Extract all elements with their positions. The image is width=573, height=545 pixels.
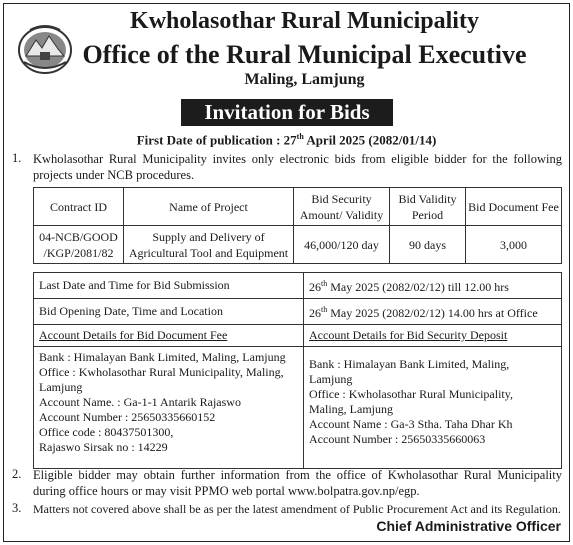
fee-account-line: Bank : Himalayan Bank Limited, Maling, Lamjung — [39, 350, 286, 364]
header-cell: Contract ID — [34, 188, 124, 226]
fee-account-line: Lamjung — [39, 380, 83, 394]
bids-table — [33, 187, 562, 264]
office-title: Office of the Rural Municipal Executive — [82, 40, 527, 69]
header-cell: Name of Project — [124, 188, 294, 226]
table-row — [34, 226, 562, 264]
header-cell: Bid Security Amount/ Validity — [294, 188, 390, 226]
project-name-cell: Supply and Delivery of Agricultural Tool and Equipment — [124, 226, 294, 264]
table-row — [34, 273, 562, 299]
contract-id-cell: 04-NCB/GOOD /KGP/2081/82 — [34, 226, 124, 264]
intro-number: 1. — [12, 151, 22, 165]
table-row — [34, 347, 562, 469]
opening-value: 26th May 2025 (2082/02/12) 14.00 hrs at Office — [304, 299, 562, 325]
opening-label: Bid Opening Date, Time and Location — [34, 299, 304, 325]
deposit-account-line: Account Name : Ga-3 Stha. Taha Dhar Kh — [309, 417, 513, 431]
validity-period-cell: 90 days — [390, 226, 466, 264]
signature-title: Chief Administrative Officer — [376, 518, 561, 534]
note-text: Eligible bidder may obtain further information from the office of Kwholasothar Rural Municipality during office hours or may visit PPMO web portal www.bolpatra.gov.np/egp. — [33, 468, 562, 498]
deposit-account-details — [304, 347, 562, 469]
notice-banner: Invitation for Bids — [181, 99, 393, 126]
fee-account-line: Account Name. : Ga-1-1 Antarik Rajaswo — [39, 395, 241, 409]
fee-account-details — [34, 347, 304, 469]
fee-account-line: Office : Kwholasothar Rural Municipality, Maling, — [39, 365, 284, 379]
municipality-name: Kwholasothar Rural Municipality — [130, 8, 479, 34]
note-number: 3. — [12, 501, 22, 515]
office-location: Maling, Lamjung — [244, 71, 365, 88]
table-row — [34, 299, 562, 325]
table-row — [34, 325, 562, 347]
header-cell: Bid Document Fee — [466, 188, 562, 226]
deposit-account-heading: Account Details for Bid Security Deposit — [304, 325, 562, 347]
header-cell: Bid Validity Period — [390, 188, 466, 226]
publication-date: First Date of publication : 27th April 2025 (2082/01/14) — [136, 132, 437, 148]
deposit-account-line: Office : Kwholasothar Rural Municipality, — [309, 387, 513, 401]
fee-account-line: Rajaswo Sirsak no : 14229 — [39, 440, 168, 454]
fee-account-line: Office code : 80437501300, — [39, 425, 174, 439]
deposit-account-line: Maling, Lamjung — [309, 402, 393, 416]
bid-security-cell: 46,000/120 day — [294, 226, 390, 264]
deposit-account-line: Lamjung — [309, 372, 353, 386]
deposit-account-line: Bank : Himalayan Bank Limited, Maling, — [309, 357, 510, 371]
submission-label: Last Date and Time for Bid Submission — [34, 273, 304, 299]
intro-text: Kwholasothar Rural Municipality invites only electronic bids from eligible bidder for the following projects under NCB procedures. — [33, 152, 562, 182]
deposit-account-line: Account Number : 25650335660063 — [309, 432, 486, 446]
table-header-row — [34, 188, 562, 226]
note-text: Matters not covered above shall be as per the latest amendment of Public Procurement Act and its Regulation. — [33, 502, 561, 516]
fee-account-line: Account Number : 25650335660152 — [39, 410, 216, 424]
note-number: 2. — [12, 467, 22, 481]
fee-account-heading: Account Details for Bid Document Fee — [34, 325, 304, 347]
schedule-table — [33, 272, 562, 469]
submission-value: 26th May 2025 (2082/02/12) till 12.00 hrs — [304, 273, 562, 299]
document-fee-cell: 3,000 — [466, 226, 562, 264]
